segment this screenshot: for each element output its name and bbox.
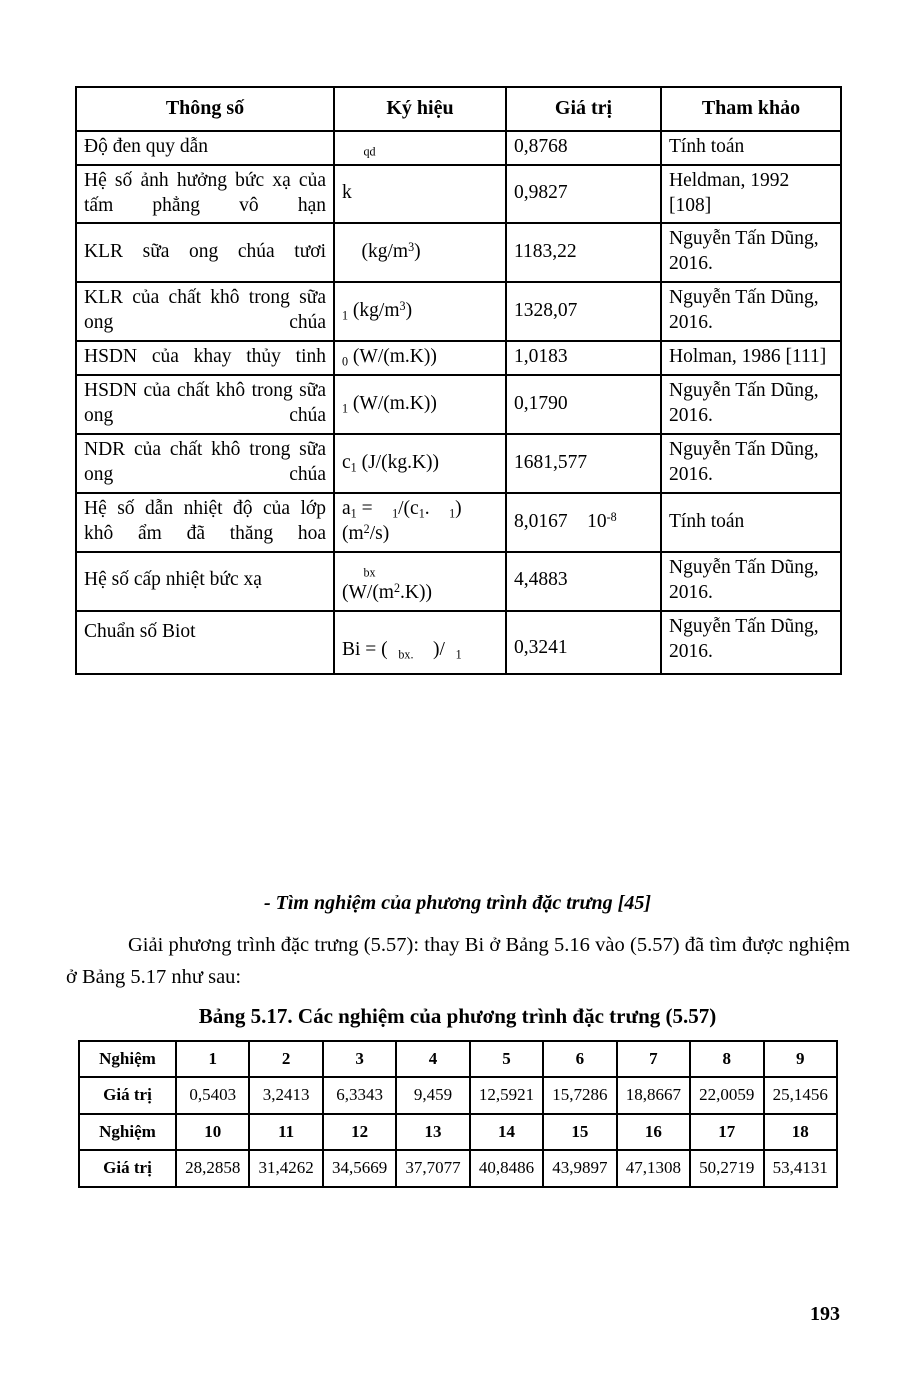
root-value: 43,9897 (543, 1150, 616, 1186)
cell-reference: Nguyễn Tấn Dũng, 2016. (661, 611, 841, 674)
root-index: 12 (323, 1114, 396, 1150)
formula-line-1 (342, 497, 498, 522)
cell-reference: Nguyễn Tấn Dũng, 2016. (661, 375, 841, 434)
section-heading: - Tìm nghiệm của phương trình đặc trưng [45] (264, 892, 651, 914)
table-row-value-2 (79, 1150, 837, 1186)
cell-value: 4,4883 (506, 552, 661, 611)
cell-parameter: Hệ số dẫn nhiệt độ của lớp khô ẩm đã thăng hoa (76, 493, 334, 552)
cell-symbol-formula (334, 493, 506, 552)
cell-reference: Tính toán (661, 131, 841, 165)
root-value: 15,7286 (543, 1077, 616, 1113)
cell-reference: Heldman, 1992 [108] (661, 165, 841, 224)
root-index: 16 (617, 1114, 690, 1150)
root-index: 4 (396, 1041, 469, 1077)
table-row (76, 223, 841, 282)
root-value: 53,4131 (764, 1150, 838, 1186)
symbol-unit: (W/(m.K)) (352, 346, 437, 368)
roots-table (78, 1040, 838, 1188)
roots-label-index: Nghiệm (79, 1041, 176, 1077)
cell-reference: Nguyễn Tấn Dũng, 2016. (661, 434, 841, 493)
symbol-subscript: 1 (350, 459, 357, 474)
formula-dot: . (424, 498, 430, 520)
symbol-subscript: bx (363, 565, 376, 580)
root-index: 7 (617, 1041, 690, 1077)
unit-open: (W/(m (342, 581, 394, 603)
cell-parameter: Hệ số ảnh hưởng bức xạ của tấm phẳng vô hạn (76, 165, 334, 224)
root-value: 50,2719 (690, 1150, 763, 1186)
cell-symbol-formula (334, 552, 506, 611)
unit-close: .K)) (400, 581, 432, 603)
cell-parameter: KLR sữa ong chúa tươi (76, 223, 334, 282)
symbol-exponent: 3 (408, 240, 415, 255)
table-row (76, 434, 841, 493)
root-value: 31,4262 (249, 1150, 322, 1186)
formula-a: a (342, 498, 351, 520)
cell-symbol: k (334, 165, 506, 224)
table-row-value-1 (79, 1077, 837, 1113)
cell-parameter: HSDN của chất khô trong sữa ong chúa (76, 375, 334, 434)
header-value: Giá trị (506, 87, 661, 131)
root-index: 10 (176, 1114, 249, 1150)
table-header-row (76, 87, 841, 131)
biot-label: Bi = ( (342, 638, 388, 660)
cell-reference: Nguyễn Tấn Dũng, 2016. (661, 552, 841, 611)
formula-line-2 (342, 522, 498, 547)
table-row (76, 131, 841, 165)
formula-c-subscript: 1 (418, 506, 425, 521)
biot-subscript-1: bx. (398, 647, 414, 662)
root-value: 28,2858 (176, 1150, 249, 1186)
unit-open: (m (342, 522, 364, 544)
cell-value-scientific (506, 493, 661, 552)
cell-symbol (334, 282, 506, 341)
root-index: 3 (323, 1041, 396, 1077)
unit-exponent: 2 (393, 581, 401, 596)
cell-value: 1328,07 (506, 282, 661, 341)
biot-mid: )/ (433, 638, 445, 660)
formula-mid: /(c (398, 498, 419, 520)
unit-close: /s) (369, 522, 390, 544)
cell-symbol (334, 434, 506, 493)
biot-subscript-2: 1 (455, 647, 462, 662)
root-index: 14 (470, 1114, 543, 1150)
formula-denominator-subscript: 1 (449, 506, 456, 521)
symbol-subscript: 0 (342, 354, 349, 369)
symbol-subscript: 1 (342, 308, 349, 323)
table-row (76, 165, 841, 224)
cell-reference: Holman, 1986 [111] (661, 341, 841, 375)
root-value: 47,1308 (617, 1150, 690, 1186)
root-index: 2 (249, 1041, 322, 1077)
cell-reference: Nguyễn Tấn Dũng, 2016. (661, 223, 841, 282)
formula-a-subscript: 1 (350, 506, 357, 521)
formula-close: ) (455, 498, 462, 520)
cell-symbol (334, 223, 506, 282)
formula-numerator-subscript: 1 (392, 506, 399, 521)
root-value: 6,3343 (323, 1077, 396, 1113)
root-index: 15 (543, 1114, 616, 1150)
root-index: 9 (764, 1041, 838, 1077)
header-symbol: Ký hiệu (334, 87, 506, 131)
root-value: 25,1456 (764, 1077, 838, 1113)
cell-value: 0,3241 (506, 611, 661, 674)
symbol-unit: (W/(m.K)) (352, 392, 437, 414)
cell-symbol (334, 375, 506, 434)
root-value: 22,0059 (690, 1077, 763, 1113)
cell-parameter: Hệ số cấp nhiệt bức xạ (76, 552, 334, 611)
cell-parameter: HSDN của khay thủy tinh (76, 341, 334, 375)
roots-label-value: Giá trị (79, 1150, 176, 1186)
root-value: 12,5921 (470, 1077, 543, 1113)
table-row-index-2 (79, 1114, 837, 1150)
root-value: 0,5403 (176, 1077, 249, 1113)
symbol-unit: (J/(kg.K)) (361, 451, 440, 473)
symbol-exponent: 3 (399, 299, 406, 314)
root-index: 11 (249, 1114, 322, 1150)
parameter-table (75, 86, 842, 675)
root-index: 1 (176, 1041, 249, 1077)
cell-symbol-formula (334, 611, 506, 674)
root-index: 17 (690, 1114, 763, 1150)
table-caption: Bảng 5.17. Các nghiệm của phương trình đặc trưng (5.57) (198, 1004, 717, 1028)
cell-symbol (334, 131, 506, 165)
root-index: 8 (690, 1041, 763, 1077)
root-value: 34,5669 (323, 1150, 396, 1186)
root-index: 18 (764, 1114, 838, 1150)
body-paragraph: Giải phương trình đặc trưng (5.57): thay Bi ở Bảng 5.16 vào (5.57) đã tìm được nghiệm ở Bảng 5.17 như sau: (66, 934, 850, 988)
page-number: 193 (810, 1303, 840, 1325)
cell-parameter: KLR của chất khô trong sữa ong chúa (76, 282, 334, 341)
cell-parameter: Độ đen quy dẫn (76, 131, 334, 165)
cell-parameter: Chuẩn số Biot (76, 611, 334, 674)
symbol-unit: (kg/m (352, 299, 400, 321)
cell-value: 1681,577 (506, 434, 661, 493)
table-row (76, 282, 841, 341)
table-row (76, 375, 841, 434)
unit-exponent: 2 (363, 522, 370, 537)
formula-line-2 (342, 581, 498, 606)
table-row (76, 611, 841, 674)
value-ten: 10 (587, 510, 607, 532)
symbol-tail: ) (405, 299, 413, 321)
cell-value: 0,8768 (506, 131, 661, 165)
cell-value: 0,9827 (506, 165, 661, 224)
symbol-unit: (kg/m (361, 240, 409, 262)
formula-line-1 (342, 556, 498, 581)
root-value: 37,7077 (396, 1150, 469, 1186)
value-exponent: -8 (606, 509, 617, 524)
symbol-subscript: qd (363, 143, 376, 158)
cell-value: 0,1790 (506, 375, 661, 434)
cell-reference: Nguyễn Tấn Dũng, 2016. (661, 282, 841, 341)
header-reference: Tham khảo (661, 87, 841, 131)
root-value: 40,8486 (470, 1150, 543, 1186)
header-parameter: Thông số (76, 87, 334, 131)
roots-label-index: Nghiệm (79, 1114, 176, 1150)
cell-value: 1183,22 (506, 223, 661, 282)
table-row (76, 493, 841, 552)
value-mantissa: 8,0167 (514, 510, 568, 532)
cell-parameter: NDR của chất khô trong sữa ong chúa (76, 434, 334, 493)
root-index: 6 (543, 1041, 616, 1077)
root-value: 3,2413 (249, 1077, 322, 1113)
root-index: 5 (470, 1041, 543, 1077)
formula-equals: = (361, 498, 373, 520)
root-value: 18,8667 (617, 1077, 690, 1113)
root-value: 9,459 (396, 1077, 469, 1113)
roots-label-value: Giá trị (79, 1077, 176, 1113)
cell-symbol (334, 341, 506, 375)
cell-value: 1,0183 (506, 341, 661, 375)
table-row (76, 341, 841, 375)
symbol-tail: ) (414, 240, 421, 262)
symbol-base: c (342, 451, 351, 473)
cell-reference: Tính toán (661, 493, 841, 552)
symbol-subscript: 1 (342, 401, 349, 416)
table-row-index-1 (79, 1041, 837, 1077)
table-row (76, 552, 841, 611)
root-index: 13 (396, 1114, 469, 1150)
